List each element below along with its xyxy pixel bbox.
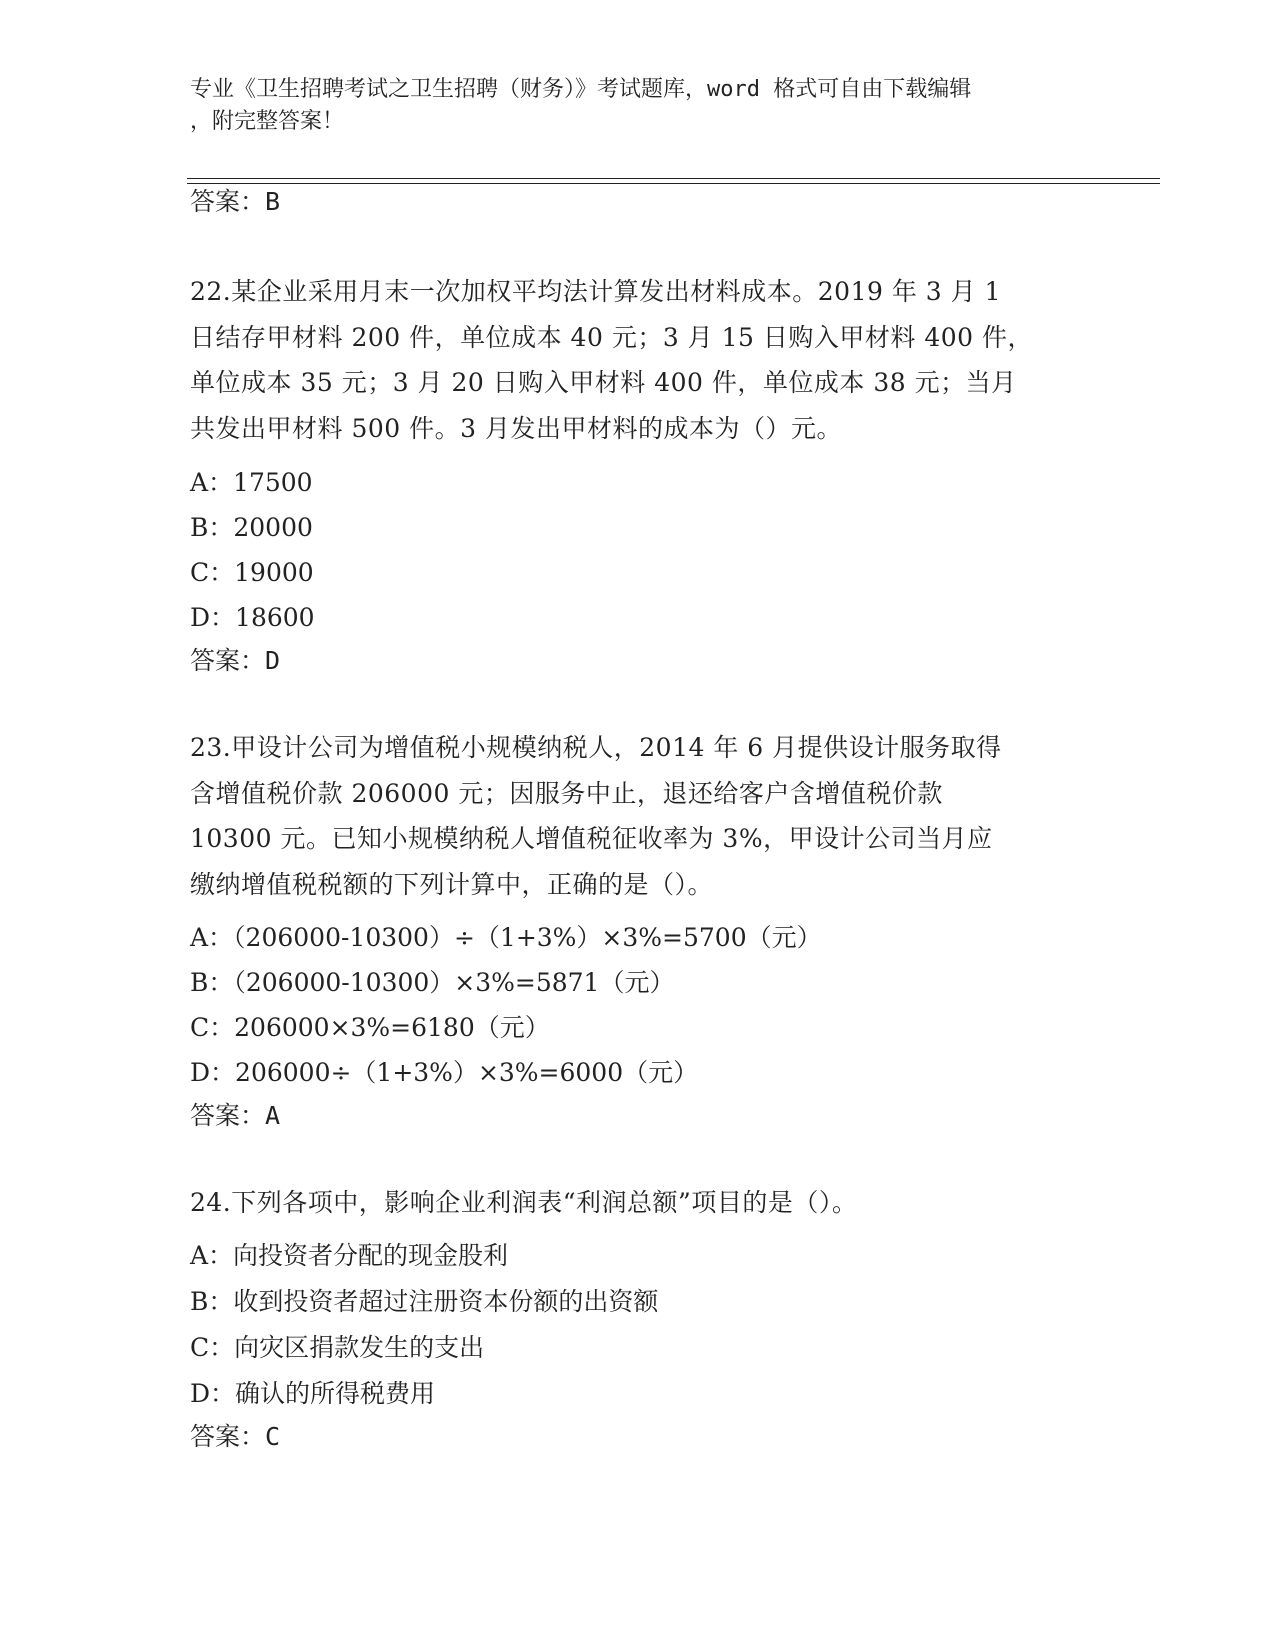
question-23-option-d: D：206000÷（1+3%）×3%=6000（元） bbox=[190, 1058, 699, 1087]
header-rule-bottom bbox=[187, 183, 1160, 184]
question-22-stem-line: 日结存甲材料 200 件，单位成本 40 元；3 月 15 日购入甲材料 400 件， bbox=[190, 322, 1033, 352]
question-23-answer: 答案：A bbox=[190, 1101, 281, 1130]
question-24-answer: 答案：C bbox=[190, 1422, 281, 1451]
question-24-option-a: A：向投资者分配的现金股利 bbox=[190, 1241, 509, 1270]
question-22-option-d: D：18600 bbox=[190, 603, 315, 632]
document-header bbox=[190, 74, 1090, 138]
question-24-option-b: B：收到投资者超过注册资本份额的出资额 bbox=[190, 1287, 659, 1316]
header-rule-top bbox=[187, 178, 1160, 179]
question-24-option-c: C：向灾区捐款发生的支出 bbox=[190, 1333, 485, 1362]
question-22-option-a: A：17500 bbox=[190, 468, 313, 497]
question-23-stem bbox=[190, 725, 1090, 907]
question-23-option-b: B：（206000-10300）×3%=5871（元） bbox=[190, 968, 675, 997]
question-22-stem bbox=[190, 269, 1090, 451]
question-22-answer: 答案：D bbox=[190, 646, 281, 675]
question-22-option-c: C：19000 bbox=[190, 558, 314, 587]
question-23-stem-line: 10300 元。已知小规模纳税人增值税征收率为 3%，甲设计公司当月应 bbox=[190, 824, 993, 854]
question-24-stem-line: 24.下列各项中，影响企业利润表“利润总额”项目的是（）。 bbox=[190, 1188, 858, 1217]
question-23-stem-line: 23.甲设计公司为增值税小规模纳税人，2014 年 6 月提供设计服务取得 bbox=[190, 733, 1002, 762]
question-23-option-a: A：（206000-10300）÷（1+3%）×3%=5700（元） bbox=[190, 923, 822, 952]
question-22-stem-line: 共发出甲材料 500 件。3 月发出甲材料的成本为（）元。 bbox=[190, 413, 842, 443]
question-22-stem-line: 单位成本 35 元；3 月 20 日购入甲材料 400 件，单位成本 38 元；当月 bbox=[190, 368, 1017, 398]
header-line-1: 专业《卫生招聘考试之卫生招聘（财务）》考试题库，word 格式可自由下载编辑 bbox=[190, 77, 972, 102]
question-22-stem-line: 22.某企业采用月末一次加权平均法计算发出材料成本。2019 年 3 月 1 bbox=[190, 277, 1001, 306]
question-24-option-d: D：确认的所得税费用 bbox=[190, 1379, 436, 1408]
header-line-2: ，附完整答案！ bbox=[190, 109, 345, 134]
previous-answer: 答案：B bbox=[190, 187, 281, 216]
question-22-option-b: B：20000 bbox=[190, 513, 313, 542]
question-24-stem bbox=[190, 1180, 1090, 1226]
question-23-stem-line: 缴纳增值税税额的下列计算中，正确的是（）。 bbox=[190, 869, 714, 899]
question-23-option-c: C：206000×3%=6180（元） bbox=[190, 1013, 550, 1042]
question-23-stem-line: 含增值税价款 206000 元；因服务中止，退还给客户含增值税价款 bbox=[190, 778, 943, 808]
